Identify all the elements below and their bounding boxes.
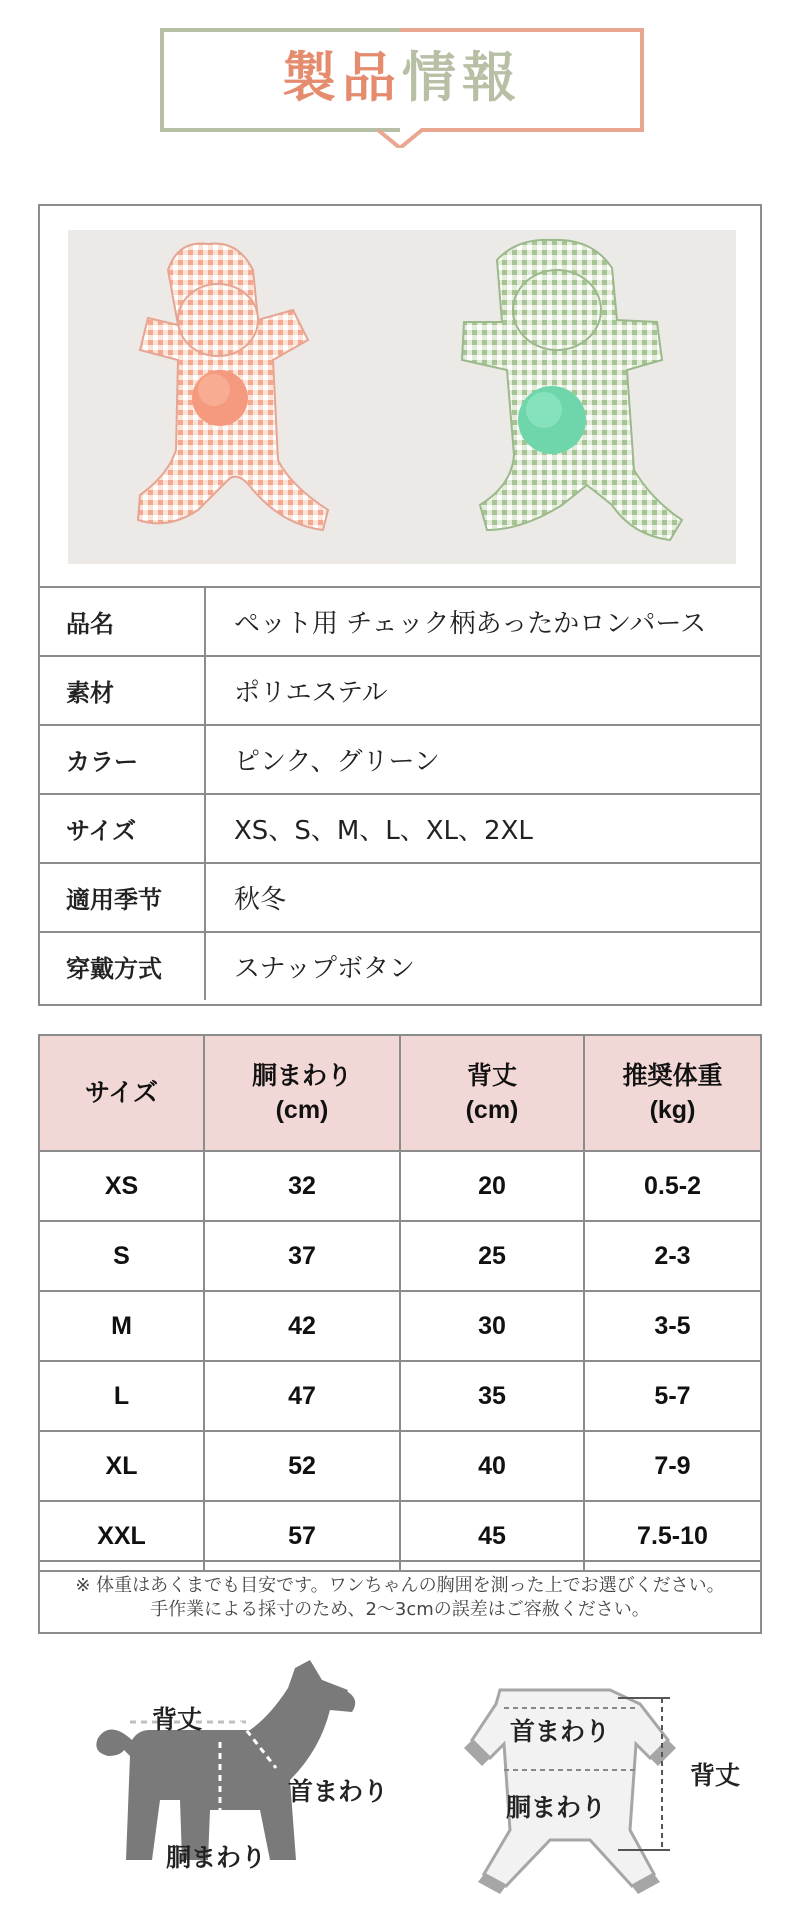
spec-label: サイズ <box>40 795 206 862</box>
table-row <box>40 1151 760 1221</box>
garment-chest-label: 胴まわり <box>506 1793 607 1822</box>
spec-row-wearing <box>40 931 760 1000</box>
cell-chest: 52 <box>204 1431 400 1501</box>
cell-chest: 32 <box>204 1151 400 1221</box>
product-photos <box>68 230 736 564</box>
cell-back-length: 20 <box>400 1151 584 1221</box>
table-row <box>40 1361 760 1431</box>
garment-back-length-label: 背丈 <box>690 1761 741 1790</box>
spec-label: 素材 <box>40 657 206 724</box>
size-note-line2: 手作業による採寸のため、2〜3cmの誤差はご容赦ください。 <box>150 1599 650 1620</box>
header-weight: 推奨体重 (kg) <box>584 1036 760 1151</box>
spec-value: XS、S、M、L、XL、2XL <box>234 816 533 846</box>
cell-size: XS <box>40 1151 204 1221</box>
garment-neck-label: 首まわり <box>510 1717 611 1746</box>
cell-back-length: 45 <box>400 1501 584 1571</box>
cell-weight: 7.5-10 <box>584 1501 760 1571</box>
spec-row-season <box>40 862 760 931</box>
page-title: 製品情報 <box>282 46 522 109</box>
spec-label: 穿戴方式 <box>40 933 206 1000</box>
spec-value: ポリエステル <box>234 678 388 708</box>
cell-back-length: 25 <box>400 1221 584 1291</box>
spec-row-size <box>40 793 760 862</box>
spec-label: 適用季节 <box>40 864 206 931</box>
cell-weight: 7-9 <box>584 1431 760 1501</box>
cell-chest: 57 <box>204 1501 400 1571</box>
garment-measurement-diagram <box>440 1660 770 1900</box>
cell-weight: 3-5 <box>584 1291 760 1361</box>
cell-chest: 42 <box>204 1291 400 1361</box>
table-row <box>40 1221 760 1291</box>
header-back-length: 背丈 (cm) <box>400 1036 584 1151</box>
cell-size: M <box>40 1291 204 1361</box>
product-info-table <box>38 204 762 1006</box>
spec-row-name <box>40 586 760 655</box>
cell-back-length: 30 <box>400 1291 584 1361</box>
spec-label: 品名 <box>40 588 206 655</box>
dog-measurement-diagram <box>90 1660 420 1900</box>
product-spec-rows <box>40 586 760 1000</box>
spec-label: カラー <box>40 726 206 793</box>
cell-back-length: 35 <box>400 1361 584 1431</box>
spec-value: ピンク、グリーン <box>234 747 440 777</box>
header-chest: 胴まわり (cm) <box>204 1036 400 1151</box>
product-photo-green <box>402 230 736 564</box>
table-row <box>40 1291 760 1361</box>
cell-size: XL <box>40 1431 204 1501</box>
cell-chest: 37 <box>204 1221 400 1291</box>
section-header <box>160 28 644 128</box>
size-note <box>40 1560 760 1632</box>
product-photo-pink <box>68 230 402 564</box>
size-note-line1: ※ 体重はあくまでも目安です。ワンちゃんの胸囲を測った上でお選びください。 <box>75 1575 725 1596</box>
dog-chest-label: 胴まわり <box>166 1843 267 1872</box>
table-row <box>40 1431 760 1501</box>
size-chart <box>38 1034 762 1634</box>
spec-value: スナップボタン <box>234 954 415 984</box>
cell-back-length: 40 <box>400 1431 584 1501</box>
cell-weight: 5-7 <box>584 1361 760 1431</box>
spec-value: 秋冬 <box>234 885 287 915</box>
cell-size: L <box>40 1361 204 1431</box>
cell-chest: 47 <box>204 1361 400 1431</box>
cell-size: XXL <box>40 1501 204 1571</box>
cell-weight: 0.5-2 <box>584 1151 760 1221</box>
cell-size: S <box>40 1221 204 1291</box>
spec-value: ペット用 チェック柄あったかロンパース <box>234 609 707 639</box>
spec-row-color <box>40 724 760 793</box>
spec-row-material <box>40 655 760 724</box>
dog-neck-label: 首まわり <box>288 1777 389 1806</box>
cell-weight: 2-3 <box>584 1221 760 1291</box>
header-size: サイズ <box>40 1036 204 1151</box>
dog-back-length-label: 背丈 <box>152 1705 203 1734</box>
size-chart-header <box>40 1036 760 1151</box>
